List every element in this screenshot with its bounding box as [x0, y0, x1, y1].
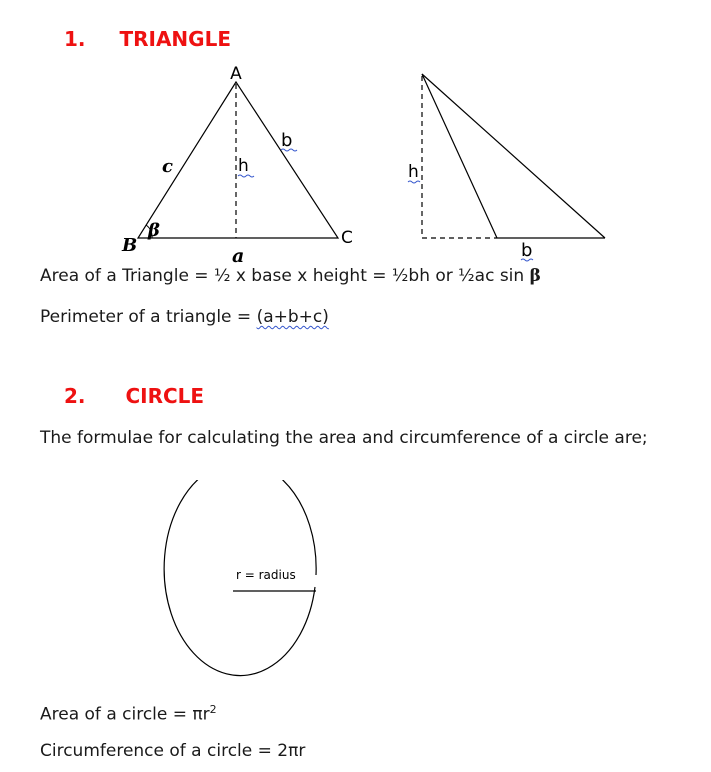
circle-area-exponent: 2 — [209, 703, 217, 716]
circle-intro: The formulae for calculating the area and circumference of a circle are; — [40, 428, 648, 448]
vertex-b-label: B — [122, 235, 138, 256]
side-c-label: c — [162, 156, 173, 177]
circle-area-formula — [40, 703, 217, 725]
circle-area-label: Area of a circle = — [40, 704, 193, 725]
side-b-label: b — [281, 130, 293, 151]
section1-number: 1. — [64, 27, 86, 51]
circumference-value: 2πr — [277, 741, 306, 761]
section2-heading — [64, 384, 204, 408]
angle-beta-label: β — [148, 220, 160, 241]
section1-title: TRIANGLE — [119, 27, 231, 51]
triangle-area-beta: β — [529, 266, 541, 286]
section2-number: 2. — [64, 384, 86, 408]
height-label: h — [238, 156, 249, 176]
section2-title: CIRCLE — [125, 384, 205, 408]
vertex-c-label: C — [341, 228, 353, 248]
triangle-area-formula — [40, 266, 541, 286]
radius-label: r = radius — [236, 568, 296, 582]
triangle-area-text: Area of a Triangle = ½ x base x height = ½bh or ½ac sin — [40, 266, 525, 286]
right-height-label: h — [408, 162, 419, 182]
triangle-diagram — [0, 0, 711, 300]
side-a-label: a — [232, 245, 245, 267]
circle-area-value: πr — [192, 704, 210, 725]
right-base-label: b — [521, 240, 533, 261]
perimeter-value: (a+b+c) — [256, 307, 329, 327]
right-triangle-short-side — [422, 74, 497, 238]
circumference-label: Circumference of a circle = — [40, 741, 278, 761]
vertex-a-label: A — [230, 64, 242, 84]
circle-diagram — [0, 480, 711, 700]
triangle-perimeter-formula — [40, 307, 329, 327]
right-triangle-long-side — [422, 74, 605, 238]
circle-circumference-formula — [40, 741, 305, 761]
perimeter-label: Perimeter of a triangle = — [40, 307, 257, 327]
